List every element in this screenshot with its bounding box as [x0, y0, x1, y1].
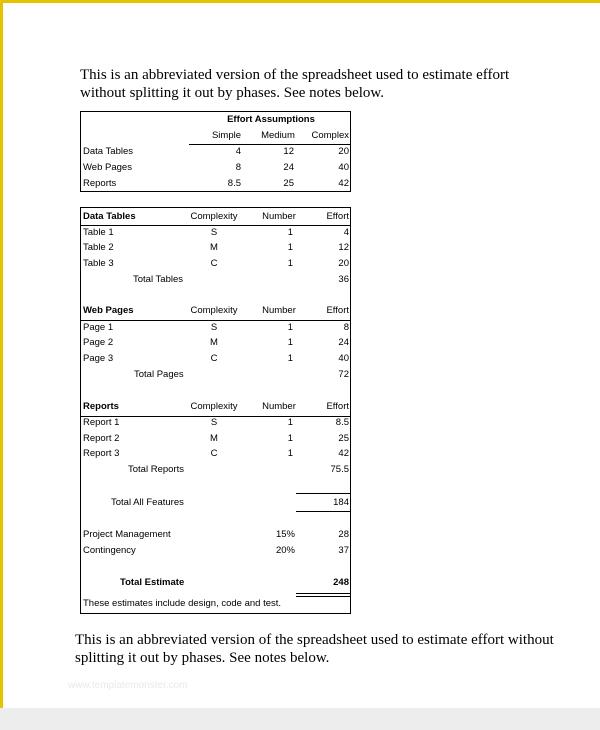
item-name: Table 1 — [83, 227, 114, 238]
assumptions-cell: 20 — [338, 146, 349, 157]
footnote: These estimates include design, code and test. — [83, 598, 282, 609]
section-title-reports: Reports — [83, 401, 119, 412]
item-number: 1 — [287, 322, 293, 333]
col-complexity: Complexity — [190, 211, 238, 222]
assumptions-title: Effort Assumptions — [227, 114, 315, 125]
item-effort: 8 — [343, 322, 349, 333]
assumptions-cell: 12 — [283, 146, 294, 157]
section-header-rule — [81, 320, 350, 321]
intro-paragraph: This is an abbreviated version of the spreadsheet used to estimate effort without splitting it out by phases. See notes below. — [80, 67, 510, 101]
overhead-label: Project Management — [83, 529, 171, 540]
total-estimate-value: 248 — [333, 577, 349, 588]
assumptions-row-label: Data Tables — [83, 146, 133, 157]
total-all-label: Total All Features — [111, 497, 184, 508]
item-name: Report 2 — [83, 433, 120, 444]
col-effort: Effort — [326, 305, 349, 316]
item-complexity: S — [210, 322, 218, 333]
item-effort: 4 — [343, 227, 349, 238]
assumptions-row-label: Web Pages — [83, 162, 132, 173]
item-name: Report 1 — [83, 417, 120, 428]
item-effort: 42 — [338, 448, 349, 459]
item-complexity: C — [210, 258, 218, 269]
item-complexity: C — [210, 448, 218, 459]
assumptions-cell: 8.5 — [227, 178, 241, 189]
item-effort: 12 — [338, 242, 349, 253]
section-total-label: Total Reports — [128, 464, 184, 475]
item-complexity: M — [210, 242, 218, 253]
item-complexity: S — [210, 227, 218, 238]
total-estimate-label: Total Estimate — [120, 577, 185, 588]
item-complexity: M — [210, 337, 218, 348]
item-number: 1 — [287, 337, 293, 348]
section-title-data-tables: Data Tables — [83, 211, 136, 222]
item-effort: 8.5 — [335, 417, 349, 428]
section-total-value: 75.5 — [330, 464, 349, 475]
assumptions-row-label: Reports — [83, 178, 117, 189]
assumptions-cell: 25 — [283, 178, 294, 189]
item-number: 1 — [287, 448, 293, 459]
col-effort: Effort — [326, 211, 349, 222]
item-effort: 20 — [338, 258, 349, 269]
item-name: Page 1 — [83, 322, 114, 333]
page-bottom-strip — [0, 708, 600, 730]
item-effort: 40 — [338, 353, 349, 364]
total-all-value: 184 — [333, 497, 349, 508]
outro-paragraph: This is an abbreviated version of the spreadsheet used to estimate effort without splitting it out by phases. See notes below. — [75, 632, 554, 666]
item-name: Table 3 — [83, 258, 114, 269]
section-total-value: 72 — [338, 369, 349, 380]
assumptions-col-medium: Medium — [261, 130, 295, 141]
assumptions-col-simple: Simple — [211, 130, 241, 141]
assumptions-cell: 42 — [338, 178, 349, 189]
assumptions-cell: 40 — [338, 162, 349, 173]
col-complexity: Complexity — [190, 305, 238, 316]
section-title-web-pages: Web Pages — [83, 305, 134, 316]
item-number: 1 — [287, 417, 293, 428]
section-header-rule — [81, 225, 350, 226]
item-name: Report 3 — [83, 448, 120, 459]
item-number: 1 — [287, 433, 293, 444]
overhead-value: 28 — [338, 529, 349, 540]
item-name: Page 3 — [83, 353, 114, 364]
item-complexity: S — [210, 417, 218, 428]
total-all-rule-bottom — [296, 511, 350, 512]
col-number: Number — [262, 401, 296, 412]
item-effort: 25 — [338, 433, 349, 444]
item-number: 1 — [287, 258, 293, 269]
overhead-percent: 15% — [275, 529, 295, 540]
item-number: 1 — [287, 242, 293, 253]
overhead-label: Contingency — [83, 545, 136, 556]
col-effort: Effort — [326, 401, 349, 412]
item-effort: 24 — [338, 337, 349, 348]
assumptions-cell: 24 — [283, 162, 294, 173]
col-complexity: Complexity — [190, 401, 238, 412]
item-name: Page 2 — [83, 337, 114, 348]
col-number: Number — [262, 211, 296, 222]
total-all-rule-top — [296, 493, 350, 494]
overhead-percent: 20% — [275, 545, 295, 556]
assumptions-col-complex: Complex — [311, 130, 349, 141]
item-number: 1 — [287, 227, 293, 238]
effort-assumptions-table — [80, 111, 351, 192]
section-total-label: Total Tables — [133, 274, 183, 285]
section-total-label: Total Pages — [134, 369, 184, 380]
section-total-value: 36 — [338, 274, 349, 285]
assumptions-cell: 4 — [235, 146, 241, 157]
estimate-table — [80, 207, 351, 614]
item-number: 1 — [287, 353, 293, 364]
assumptions-header-rule — [189, 144, 351, 145]
watermark-text: www.templatemonster.com — [68, 680, 188, 691]
overhead-value: 37 — [338, 545, 349, 556]
assumptions-cell: 8 — [235, 162, 241, 173]
col-number: Number — [262, 305, 296, 316]
item-name: Table 2 — [83, 242, 114, 253]
item-complexity: M — [210, 433, 218, 444]
total-estimate-double-rule — [296, 593, 350, 597]
item-complexity: C — [210, 353, 218, 364]
